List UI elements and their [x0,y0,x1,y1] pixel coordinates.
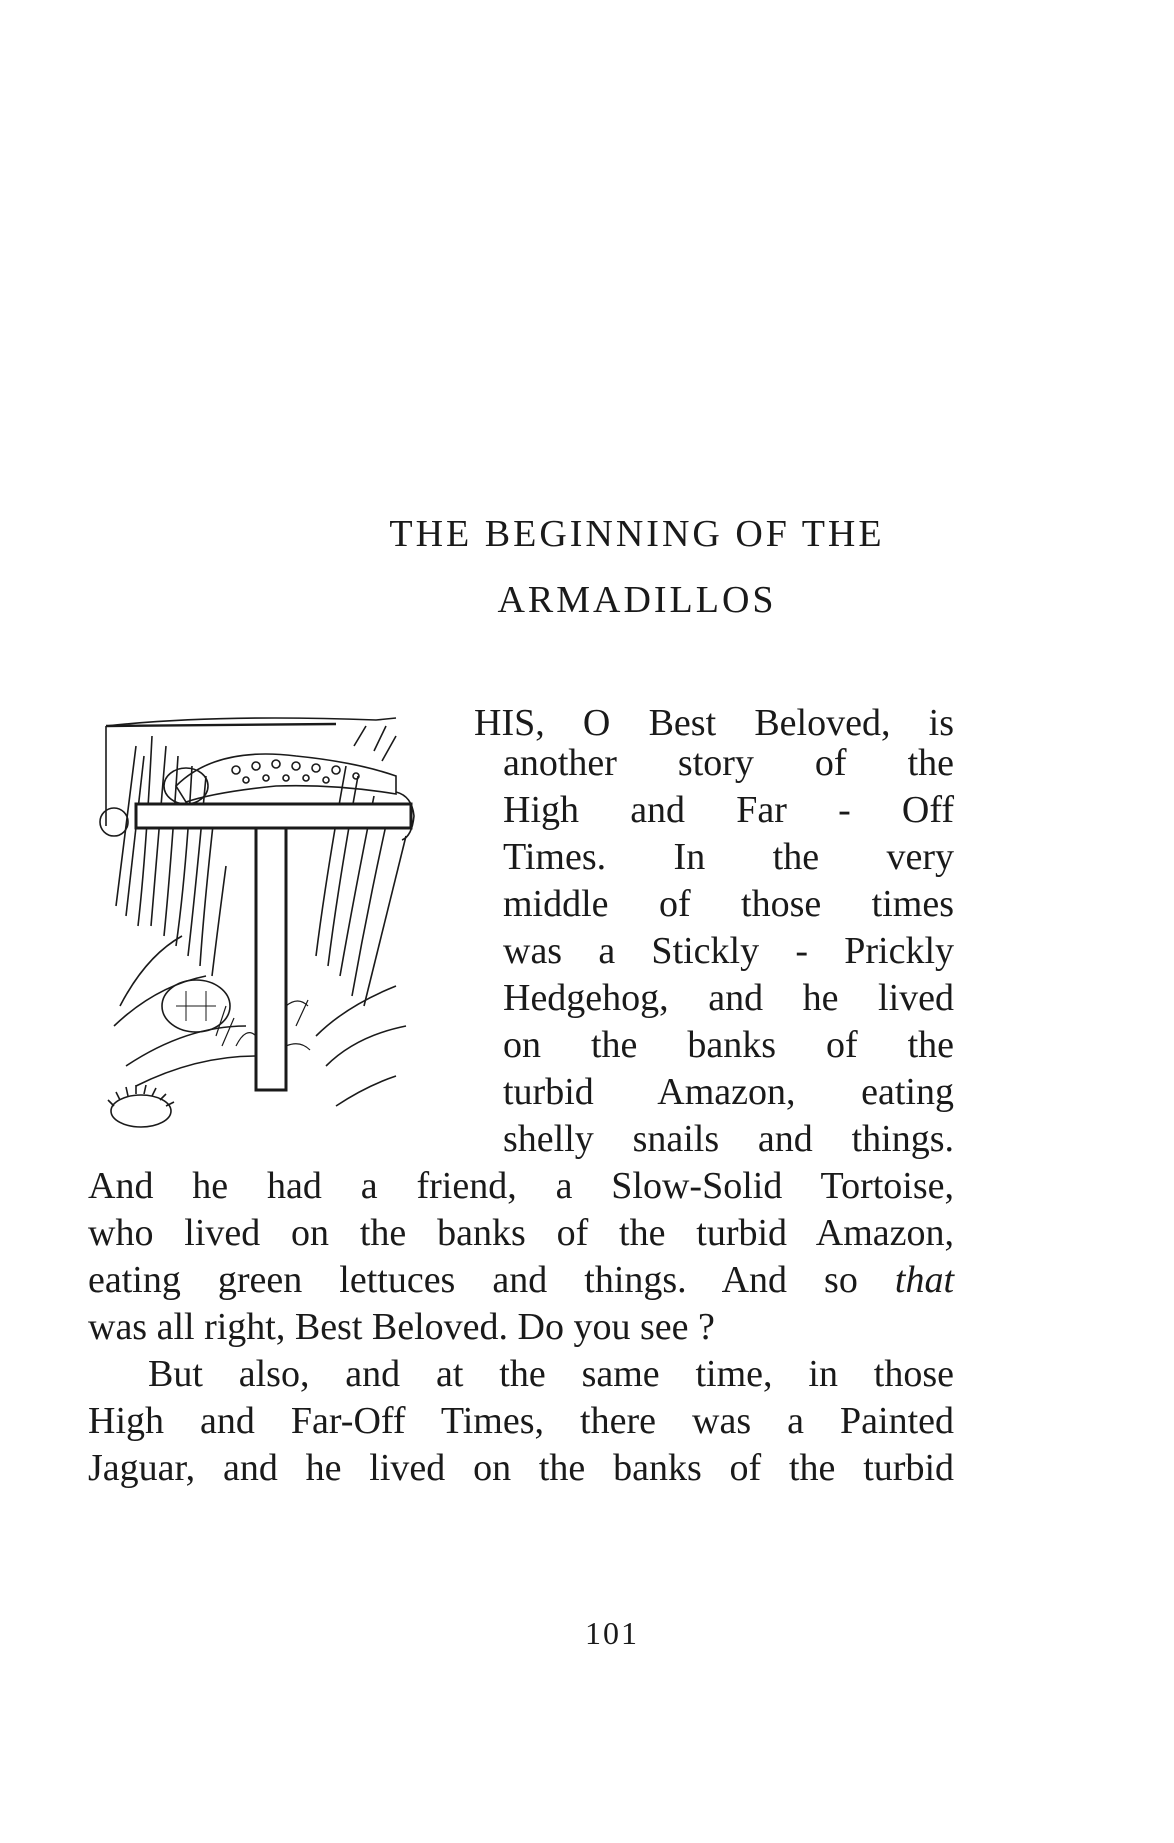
body-line-2: another story of the [503,742,954,784]
body-line-7: Hedgehog, and he lived [503,977,954,1019]
body-line-3: High and Far - Off [503,789,954,831]
body-line-11: And he had a friend, a Slow-Solid Tortoise, [88,1165,954,1207]
emphasis-that: that [894,1259,955,1301]
body-line-13-text: eating green lettuces and things. And so [88,1259,858,1301]
body-line-1: HIS, O Best Beloved, is [474,702,954,744]
page-number: 101 [585,1615,639,1651]
body-line-16: High and Far-Off Times, there was a Painted [88,1400,954,1442]
body-line-4: Times. In the very [503,836,954,878]
body-line-17: Jaguar, and he lived on the banks of the turbid [88,1447,954,1489]
body-line-13 [88,1257,954,1304]
body-line-6: was a Stickly - Prickly [503,930,954,972]
chapter-title-line-2: ARMADILLOS [497,579,777,621]
chapter-title-line-1: THE BEGINNING OF THE [389,513,885,555]
body-line-14: was all right, Best Beloved. Do you see ? [88,1306,715,1348]
body-line-8: on the banks of the [503,1024,954,1066]
body-line-5: middle of those times [503,883,954,925]
body-line-12: who lived on the banks of the turbid Amazon, [88,1212,954,1254]
body-line-9: turbid Amazon, eating [503,1071,954,1113]
body-line-10: shelly snails and things. [503,1118,954,1160]
illustrated-drop-cap-icon [96,706,476,1146]
body-line-15: But also, and at the same time, in those [148,1353,954,1395]
